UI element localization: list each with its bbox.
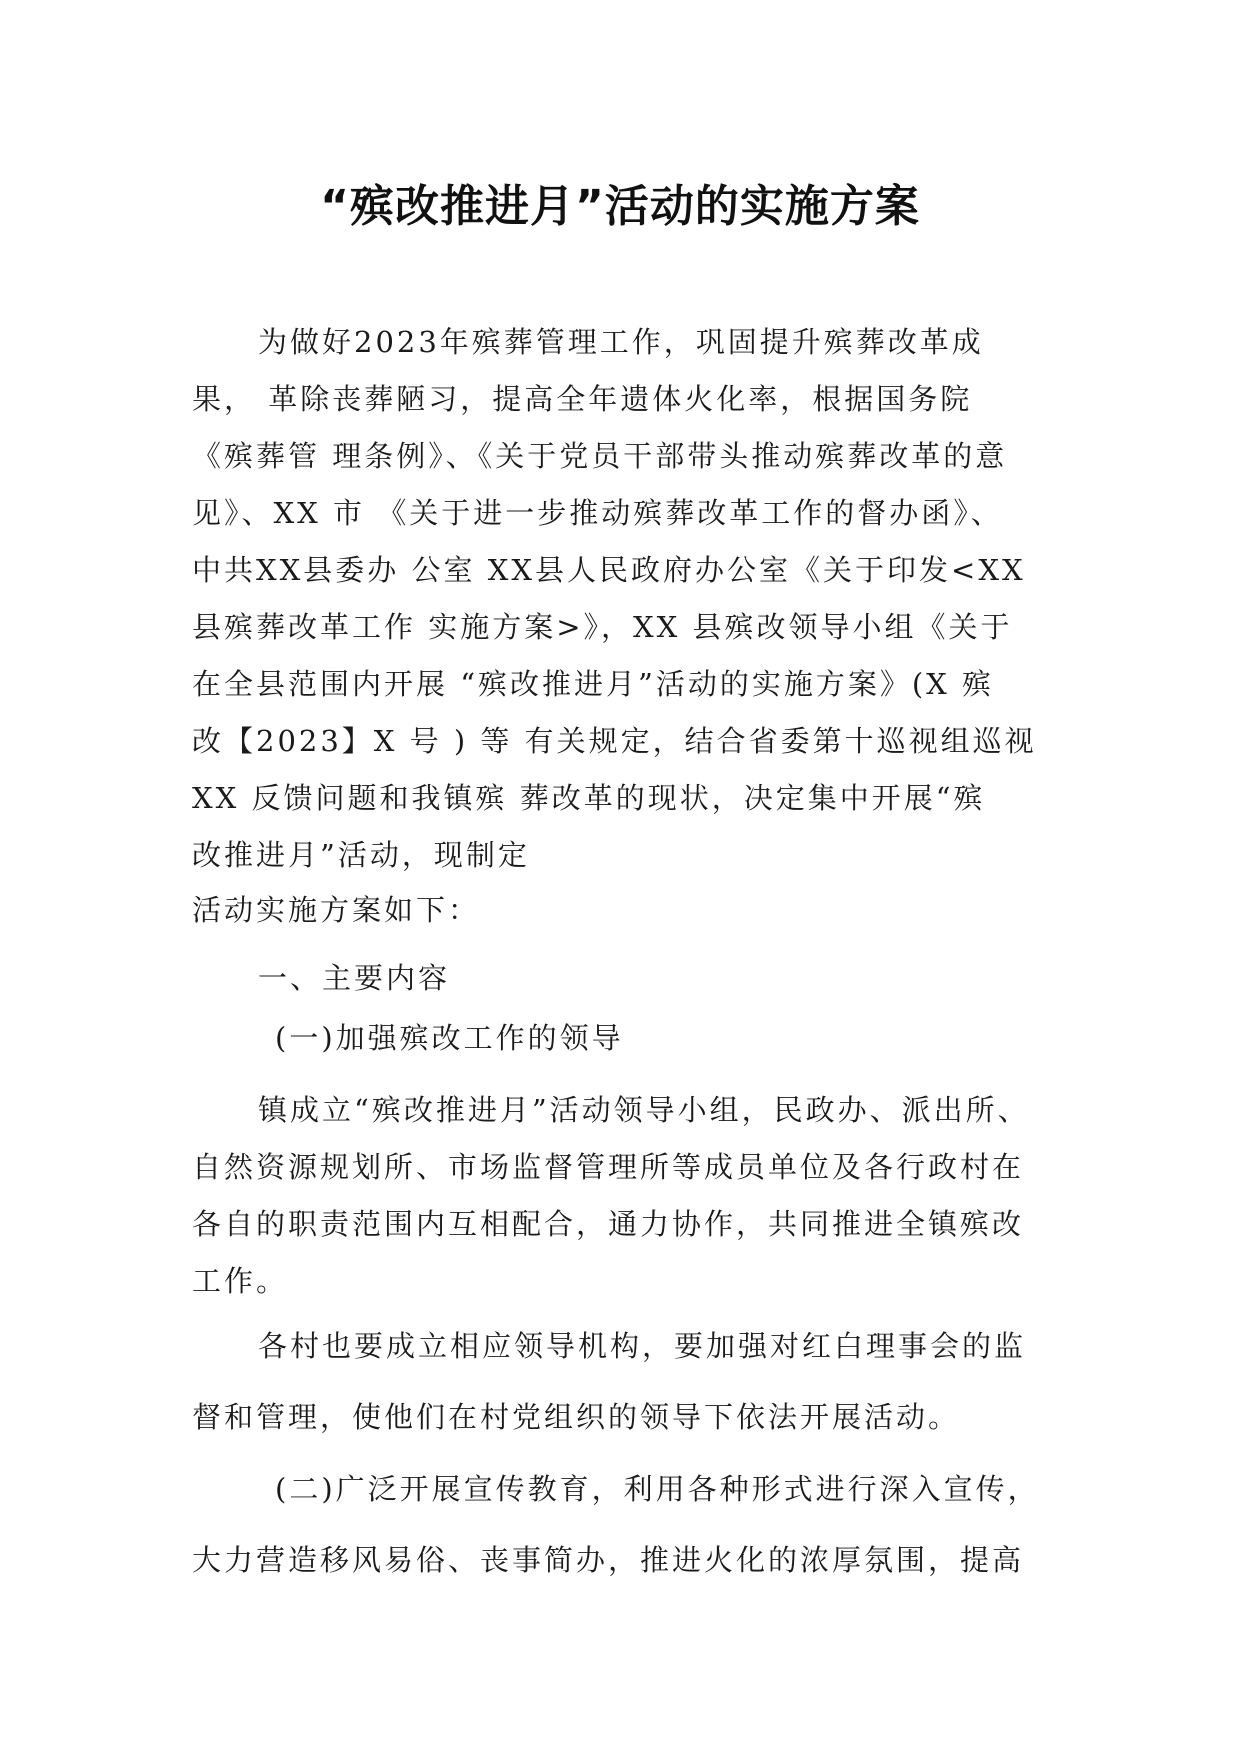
body-line-2: 果， 革除丧葬陋习，提高全年遗体火化率，根据国务院 [192, 382, 973, 416]
document-title: “殡改推进月”活动的实施方案 [320, 181, 920, 232]
body-line-15: 自然资源规划所、市场监督管理所等成员单位及各行政村在 [192, 1150, 1025, 1184]
body-line-16: 各自的职责范围内互相配合，通力协作，共同推进全镇殡改 [192, 1207, 1025, 1241]
body-line-10: 改推进月”活动，现制定 [192, 838, 530, 872]
body-line-3: 《殡葬管 理条例》、《关于党员干部带头推动殡葬改革的意 [192, 439, 1008, 473]
body-line-17: 工作。 [192, 1264, 289, 1298]
body-line-8: 改【2023】X 号 ) 等 有关规定，结合省委第十巡视组巡视 [192, 724, 1037, 758]
body-line-18: 各村也要成立相应领导机构，要加强对红白理事会的监 [258, 1329, 1027, 1363]
body-line-11: 活动实施方案如下： [192, 893, 481, 927]
body-line-5: 中共XX县委办 公室 XX县人民政府办公室《关于印发<XX [192, 553, 1026, 587]
body-line-9: XX 反馈问题和我镇殡 葬改革的现状，决定集中开展“殡 [192, 781, 986, 815]
subsection-heading-1: (一)加强殡改工作的领导 [275, 1021, 624, 1055]
body-line-6: 县殡葬改革工作 实施方案>》，XX 县殡改领导小组《关于 [192, 610, 1013, 644]
body-line-1: 为做好2023年殡葬管理工作，巩固提升殡葬改革成 [258, 325, 984, 359]
body-line-4: 见》、XX 市 《关于进一步推动殡葬改革工作的督办函》、 [192, 496, 1003, 530]
body-line-21: 大力营造移风易俗、丧事简办，推进火化的浓厚氛围，提高 [192, 1543, 1025, 1577]
body-line-19: 督和管理，使他们在村党组织的领导下依法开展活动。 [192, 1400, 961, 1434]
section-heading-1: 一、主要内容 [258, 961, 451, 995]
body-line-14: 镇成立“殡改推进月”活动领导小组，民政办、派出所、 [258, 1093, 1030, 1127]
body-line-7: 在全县范围内开展 “殡改推进月”活动的实施方案》(X 殡 [192, 667, 995, 701]
subsection-heading-2: (二)广泛开展宣传教育，利用各种形式进行深入宣传， [275, 1472, 1040, 1506]
